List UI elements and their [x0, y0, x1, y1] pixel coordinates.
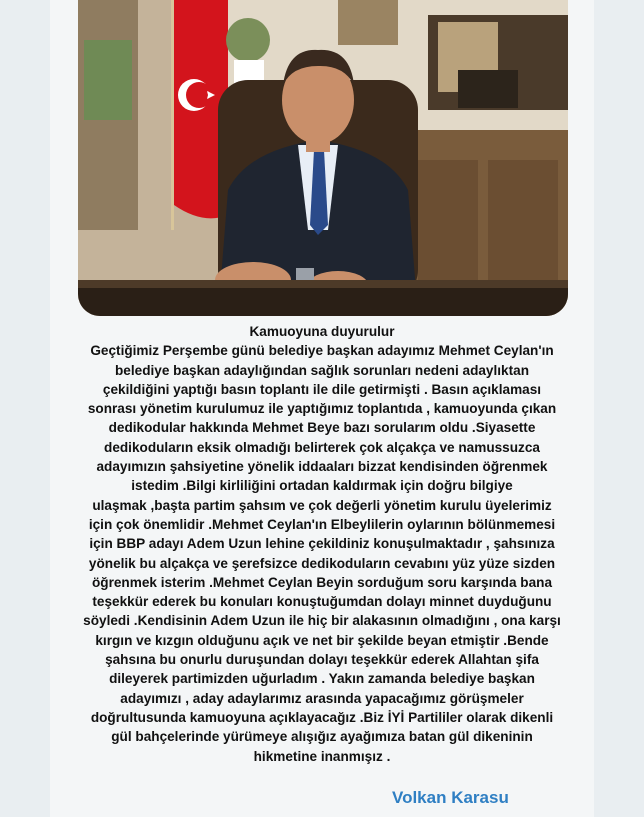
text-line: söyledi .Kendisinin Adem Uzun ile hiç bir alakasının olmadığını , ona karşı	[83, 613, 561, 629]
text-line: sonrası yönetim kurulumuz ile yaptığımız toplantıda , kamuoyunda çıkan	[87, 401, 557, 417]
text-line: kırgın ve kızgın olduğunu açık ve net bir şekilde beyan etmiştir .Bende	[95, 632, 549, 648]
post-photo[interactable]	[78, 0, 568, 316]
text-line: Geçtiğimiz Perşembe günü belediye başkan adayımız Mehmet Ceylan'ın	[90, 343, 554, 359]
announcement-text	[58, 322, 586, 766]
text-line: doğrultusunda kamuoyuna açıklayacağız .Biz İYİ Partililer olarak dikenli	[90, 709, 554, 725]
text-line: ulaşmak ,başta partim şahsım ve çok değerli yönetim kurulu üyelerimiz	[92, 497, 552, 513]
office-portrait-illustration	[78, 0, 568, 316]
text-line: adayımızı , aday adaylarımız arasında yapacağımız görüşmeler	[120, 690, 524, 706]
text-line: için BBP adayı Adem Uzun lehine çekildiniz konuşulmaktadır , şahsınıza	[89, 536, 555, 552]
text-line: teşekkür ederek bu konuları konuştuğumdan dolayı minnet duyduğunu	[92, 594, 552, 610]
text-line: öğrenmek isterim .Mehmet Ceylan Beyin sorduğum soru karşında bana	[91, 574, 553, 590]
signature: Volkan Karasu	[392, 788, 509, 807]
text-line: gül bahçelerinde yürümeye alışığız ayağımıza batan gül dikeninin	[111, 729, 533, 745]
text-line: yönelik bu alçakça ve şerefsizce dedikoduların cevabını yüz yüze sizden	[88, 555, 556, 571]
announcement-lines	[58, 341, 586, 766]
text-line: dedikoduların eksik olmadığı belirterek çok alçakça ve namussuzca	[104, 439, 540, 455]
text-line: belediye başkan adaylığından sağlık sorunları nedeni adaylıktan	[115, 362, 529, 378]
text-line: dileyerek partimizden uğurladım . Yakın zamanda belediye başkan	[109, 671, 535, 687]
text-line: çekildiğini yaptığı basın toplantı ile dile getirmişti . Basın açıklaması	[102, 381, 542, 397]
announcement-heading: Kamuoyuna duyurulur	[249, 324, 395, 339]
text-line: istedim .Bilgi kirliliğini ortadan kaldırmak için doğru bilgiye	[131, 478, 513, 494]
text-line: için çok önemlidir .Mehmet Ceylan'ın Elbeylilerin oylarının bölünmemesi	[88, 516, 556, 532]
text-line: adayımızın şahsiyetine yönelik iddaaları bizzat kendisinden öğrenmek	[96, 459, 548, 475]
text-line: şahsına bu onurlu duruşundan dolayı teşekkür ederek Allahtan şifa	[105, 652, 539, 668]
text-line: hikmetine inanmışız .	[253, 748, 391, 764]
text-line: dedikodular hakkında Mehmet Beye bazı sorularım oldu .Siyasette	[108, 420, 536, 436]
